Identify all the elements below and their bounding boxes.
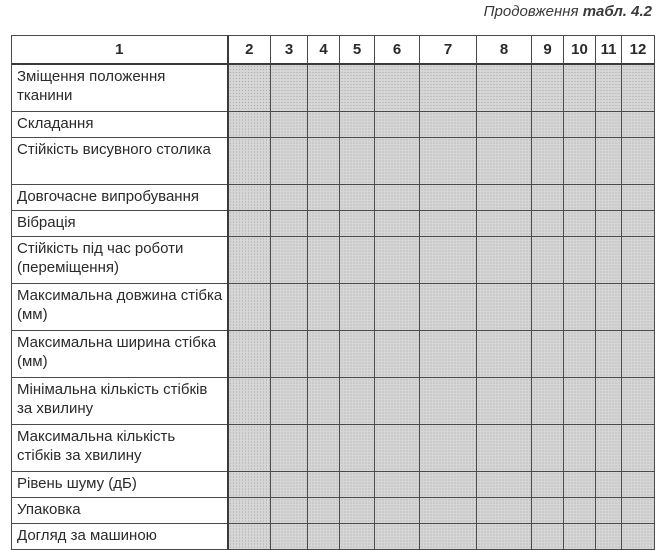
rating-cell	[340, 237, 375, 284]
rating-cell	[596, 211, 622, 237]
rating-cell	[271, 138, 308, 185]
rating-cell	[420, 185, 477, 211]
rating-cell	[271, 498, 308, 524]
rating-cell	[308, 138, 340, 185]
rating-cell	[228, 378, 271, 425]
rating-cell	[564, 112, 596, 138]
rating-cell	[340, 211, 375, 237]
rating-cell	[308, 112, 340, 138]
caption-prefix: Продовження	[483, 3, 583, 20]
column-header-5: 5	[340, 36, 375, 65]
rating-cell	[228, 211, 271, 237]
rating-cell	[375, 472, 420, 498]
rating-cell	[271, 472, 308, 498]
rating-cell	[340, 472, 375, 498]
rating-cell	[308, 64, 340, 112]
evaluation-table	[11, 35, 655, 550]
rating-cell	[228, 185, 271, 211]
rating-cell	[375, 378, 420, 425]
rating-cell	[420, 211, 477, 237]
rating-cell	[596, 425, 622, 472]
column-header-8: 8	[477, 36, 532, 65]
row-label: Упаковка	[12, 498, 228, 524]
table-row	[12, 378, 655, 425]
column-header-11: 11	[596, 36, 622, 65]
rating-cell	[228, 331, 271, 378]
rating-cell	[228, 524, 271, 550]
rating-cell	[477, 378, 532, 425]
rating-cell	[375, 498, 420, 524]
rating-cell	[271, 524, 308, 550]
rating-cell	[271, 378, 308, 425]
rating-cell	[308, 472, 340, 498]
rating-cell	[420, 425, 477, 472]
table-caption	[484, 3, 652, 20]
rating-cell	[308, 284, 340, 331]
rating-cell	[271, 425, 308, 472]
row-label: Мінімальна кількість стібків за хвилину	[12, 378, 228, 425]
rating-cell	[622, 331, 655, 378]
rating-cell	[564, 185, 596, 211]
column-header-6: 6	[375, 36, 420, 65]
rating-cell	[477, 138, 532, 185]
rating-cell	[622, 237, 655, 284]
table-row	[12, 185, 655, 211]
rating-cell	[375, 64, 420, 112]
rating-cell	[420, 524, 477, 550]
rating-cell	[375, 237, 420, 284]
rating-cell	[340, 524, 375, 550]
rating-cell	[596, 524, 622, 550]
rating-cell	[420, 284, 477, 331]
rating-cell	[308, 524, 340, 550]
rating-cell	[596, 472, 622, 498]
rating-cell	[420, 237, 477, 284]
rating-cell	[596, 64, 622, 112]
table-row	[12, 425, 655, 472]
rating-cell	[564, 331, 596, 378]
rating-cell	[622, 211, 655, 237]
rating-cell	[622, 185, 655, 211]
row-label: Максимальна кількість стібків за хвилину	[12, 425, 228, 472]
rating-cell	[228, 472, 271, 498]
rating-cell	[532, 284, 564, 331]
rating-cell	[271, 64, 308, 112]
rating-cell	[420, 138, 477, 185]
rating-cell	[532, 112, 564, 138]
rating-cell	[420, 64, 477, 112]
row-label: Складання	[12, 112, 228, 138]
column-header-10: 10	[564, 36, 596, 65]
rating-cell	[564, 498, 596, 524]
rating-cell	[532, 498, 564, 524]
rating-cell	[375, 185, 420, 211]
rating-cell	[596, 331, 622, 378]
rating-cell	[271, 237, 308, 284]
rating-cell	[532, 378, 564, 425]
rating-cell	[420, 472, 477, 498]
rating-cell	[340, 185, 375, 211]
table-row	[12, 284, 655, 331]
rating-cell	[564, 237, 596, 284]
table-body	[12, 64, 655, 550]
column-header-7: 7	[420, 36, 477, 65]
table-row	[12, 524, 655, 550]
header-row	[12, 36, 655, 65]
rating-cell	[375, 112, 420, 138]
rating-cell	[532, 331, 564, 378]
rating-cell	[340, 498, 375, 524]
rating-cell	[532, 211, 564, 237]
rating-cell	[375, 284, 420, 331]
row-label: Стійкість висувного столика	[12, 138, 228, 185]
rating-cell	[340, 64, 375, 112]
rating-cell	[477, 331, 532, 378]
rating-cell	[308, 185, 340, 211]
rating-cell	[564, 524, 596, 550]
rating-cell	[596, 378, 622, 425]
rating-cell	[596, 237, 622, 284]
rating-cell	[596, 284, 622, 331]
rating-cell	[564, 211, 596, 237]
rating-cell	[228, 284, 271, 331]
rating-cell	[375, 425, 420, 472]
rating-cell	[308, 425, 340, 472]
rating-cell	[477, 112, 532, 138]
rating-cell	[622, 524, 655, 550]
row-label: Вібрація	[12, 211, 228, 237]
rating-cell	[622, 378, 655, 425]
rating-cell	[420, 331, 477, 378]
table-row	[12, 64, 655, 112]
rating-cell	[375, 524, 420, 550]
rating-cell	[271, 112, 308, 138]
rating-cell	[477, 472, 532, 498]
rating-cell	[564, 64, 596, 112]
rating-cell	[477, 524, 532, 550]
table-row	[12, 498, 655, 524]
rating-cell	[622, 425, 655, 472]
rating-cell	[477, 284, 532, 331]
rating-cell	[532, 472, 564, 498]
rating-cell	[564, 138, 596, 185]
table-row	[12, 112, 655, 138]
rating-cell	[271, 185, 308, 211]
row-label: Рівень шуму (дБ)	[12, 472, 228, 498]
rating-cell	[596, 185, 622, 211]
rating-cell	[532, 524, 564, 550]
rating-cell	[340, 112, 375, 138]
column-header-9: 9	[532, 36, 564, 65]
row-label: Зміщення положення тканини	[12, 64, 228, 112]
rating-cell	[340, 425, 375, 472]
rating-cell	[228, 112, 271, 138]
rating-cell	[308, 498, 340, 524]
table-row	[12, 237, 655, 284]
rating-cell	[375, 331, 420, 378]
rating-cell	[532, 138, 564, 185]
rating-cell	[340, 284, 375, 331]
rating-cell	[271, 331, 308, 378]
table-row	[12, 472, 655, 498]
rating-cell	[622, 112, 655, 138]
rating-cell	[622, 64, 655, 112]
rating-cell	[564, 425, 596, 472]
rating-cell	[596, 138, 622, 185]
rating-cell	[308, 211, 340, 237]
rating-cell	[596, 112, 622, 138]
column-header-2: 2	[228, 36, 271, 65]
rating-cell	[308, 331, 340, 378]
rating-cell	[228, 64, 271, 112]
rating-cell	[477, 425, 532, 472]
rating-cell	[564, 472, 596, 498]
rating-cell	[477, 64, 532, 112]
rating-cell	[340, 378, 375, 425]
rating-cell	[532, 64, 564, 112]
rating-cell	[420, 378, 477, 425]
row-label: Догляд за машиною	[12, 524, 228, 550]
column-header-1: 1	[12, 36, 228, 65]
rating-cell	[420, 498, 477, 524]
rating-cell	[228, 237, 271, 284]
table-row	[12, 211, 655, 237]
rating-cell	[477, 237, 532, 284]
row-label: Довгочасне випробування	[12, 185, 228, 211]
row-label: Максимальна довжина стібка (мм)	[12, 284, 228, 331]
rating-cell	[622, 498, 655, 524]
rating-cell	[308, 237, 340, 284]
rating-cell	[340, 331, 375, 378]
table-row	[12, 138, 655, 185]
rating-cell	[228, 498, 271, 524]
rating-cell	[308, 378, 340, 425]
rating-cell	[596, 498, 622, 524]
rating-cell	[340, 138, 375, 185]
rating-cell	[622, 284, 655, 331]
column-header-3: 3	[271, 36, 308, 65]
table-row	[12, 331, 655, 378]
column-header-4: 4	[308, 36, 340, 65]
rating-cell	[375, 211, 420, 237]
caption-table-ref: табл. 4.2	[582, 3, 652, 20]
rating-cell	[477, 211, 532, 237]
rating-cell	[564, 378, 596, 425]
rating-cell	[375, 138, 420, 185]
rating-cell	[420, 112, 477, 138]
rating-cell	[622, 472, 655, 498]
rating-cell	[477, 498, 532, 524]
column-header-12: 12	[622, 36, 655, 65]
rating-cell	[228, 425, 271, 472]
rating-cell	[477, 185, 532, 211]
rating-cell	[564, 284, 596, 331]
rating-cell	[271, 211, 308, 237]
rating-cell	[622, 138, 655, 185]
row-label: Стійкість під час роботи (переміщення)	[12, 237, 228, 284]
rating-cell	[532, 185, 564, 211]
rating-cell	[532, 425, 564, 472]
rating-cell	[271, 284, 308, 331]
row-label: Максимальна ширина стібка (мм)	[12, 331, 228, 378]
rating-cell	[228, 138, 271, 185]
rating-cell	[532, 237, 564, 284]
